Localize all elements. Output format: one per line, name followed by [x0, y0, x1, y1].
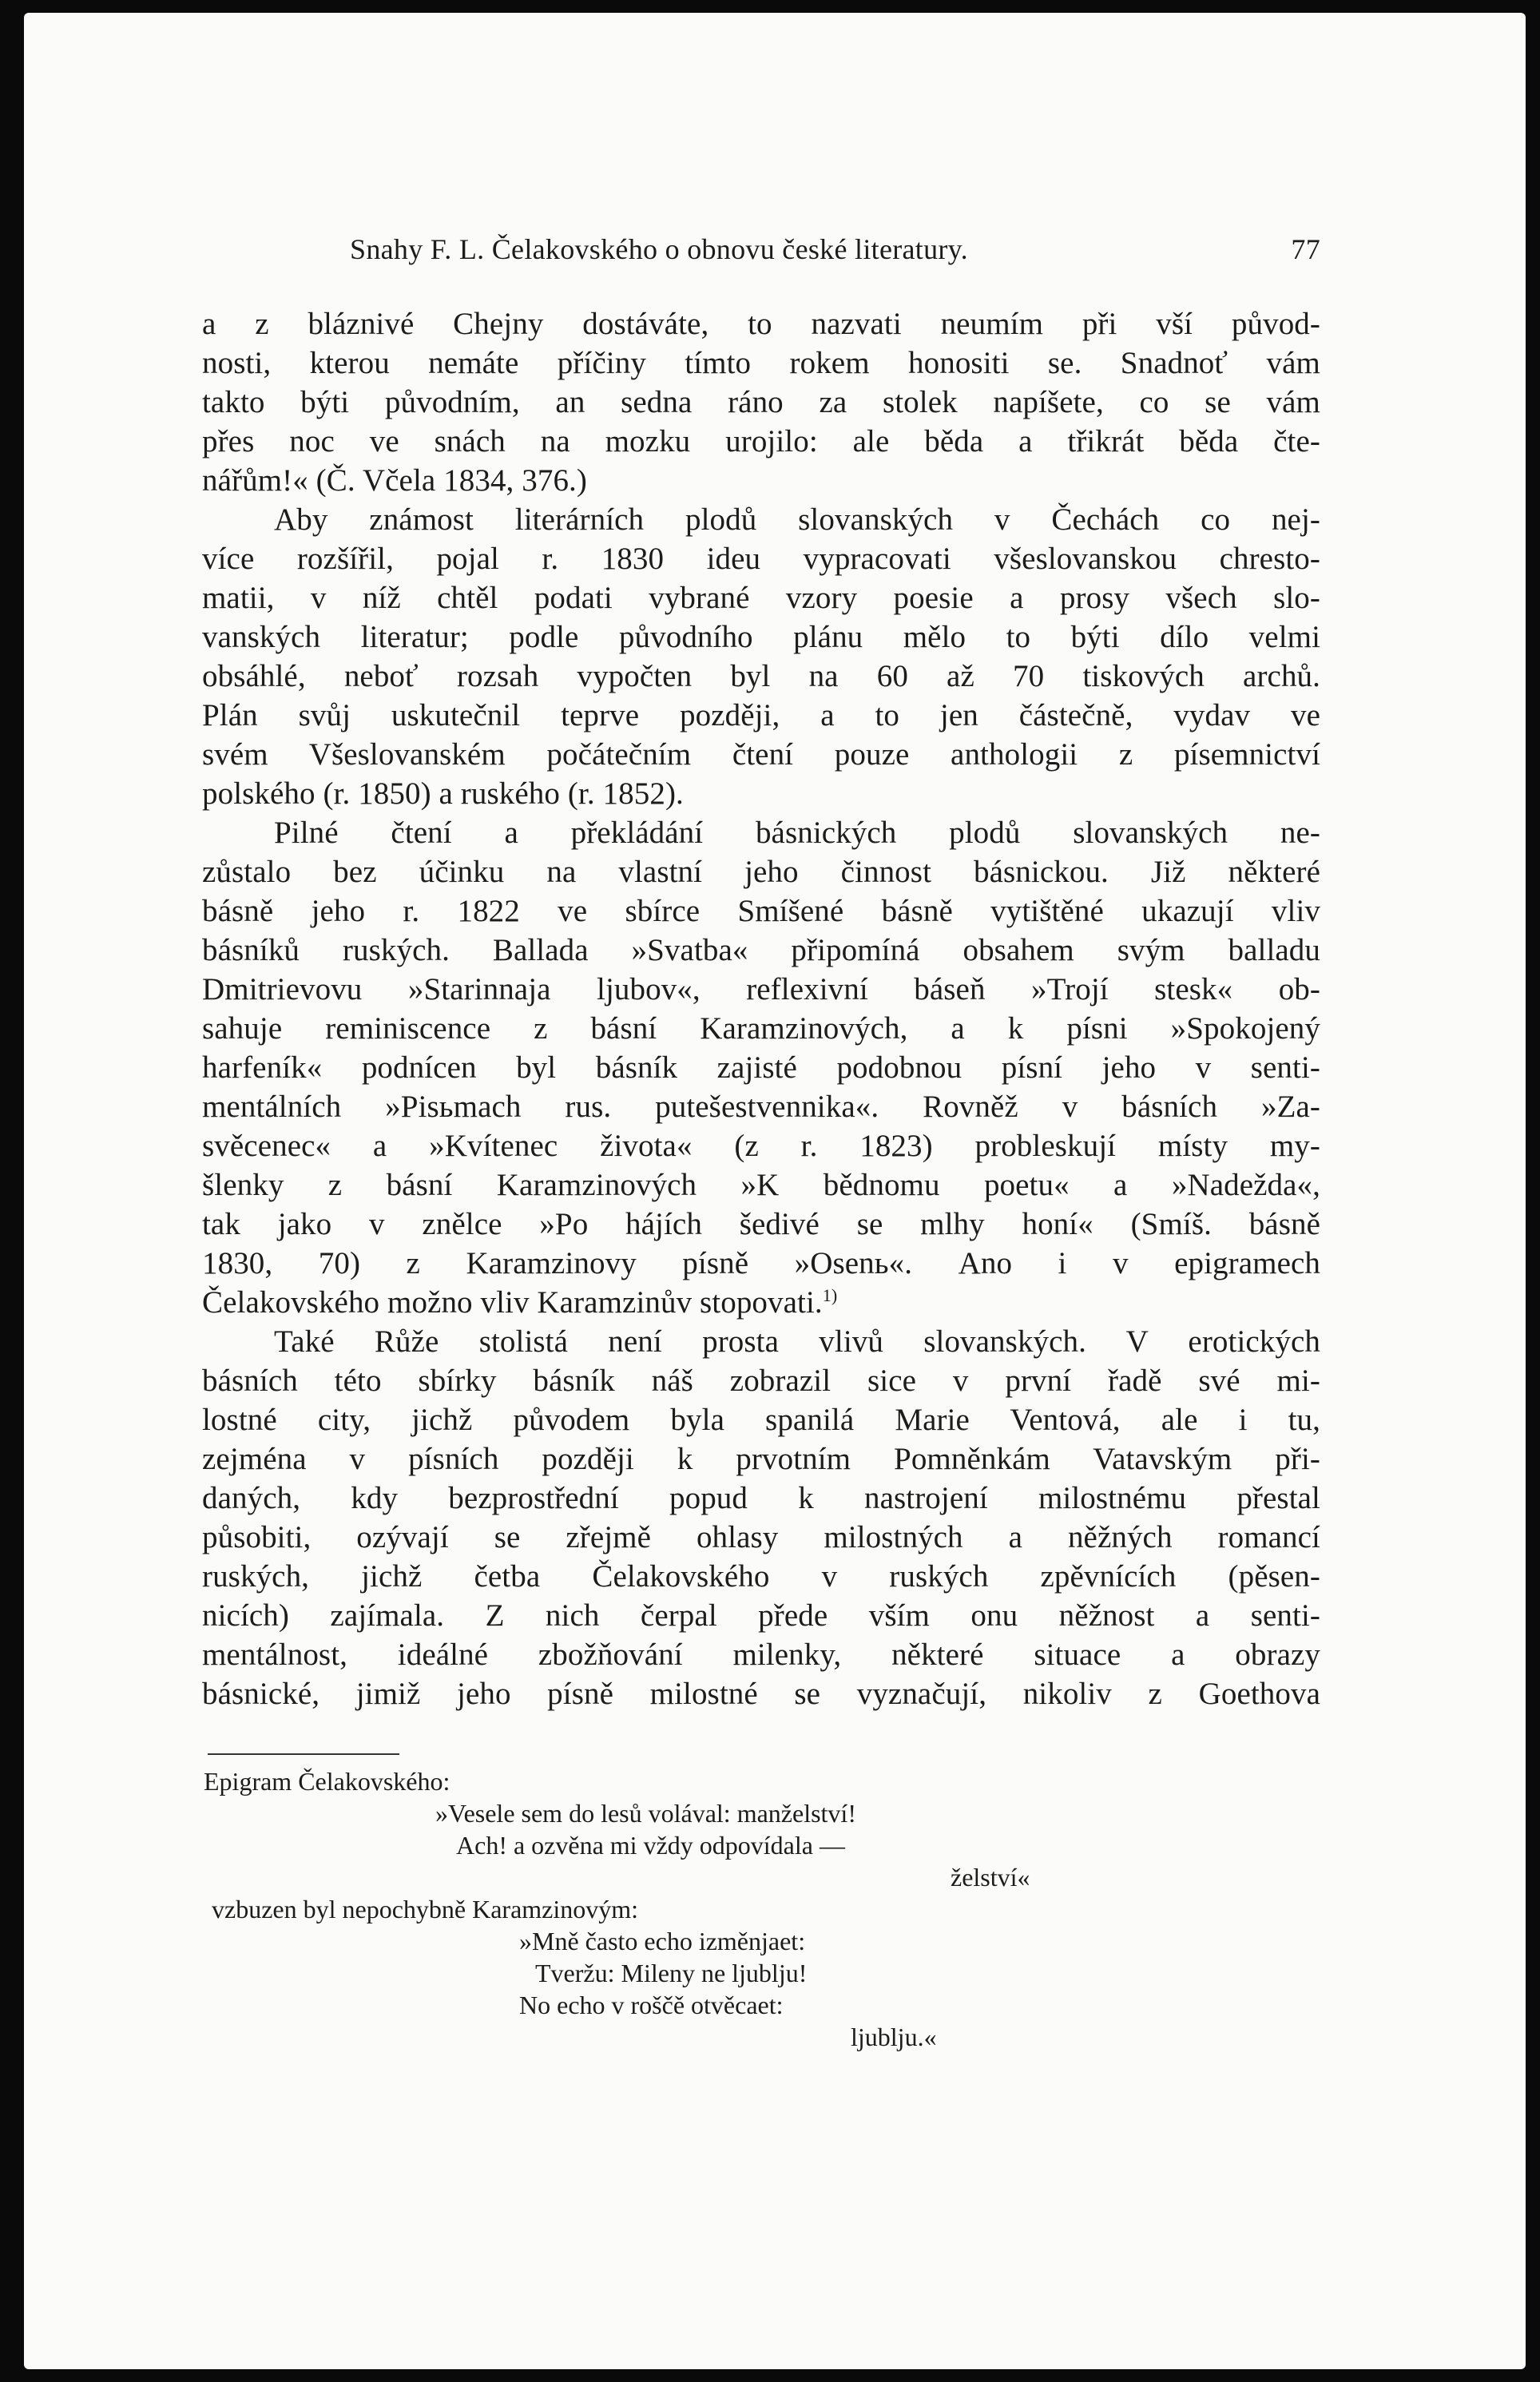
text-line: šlenky z básní Karamzinových »K bědnomu poetu« a »Nadežda«, — [202, 1168, 1320, 1202]
footnote-text: No echo v roščě otvěcaet: — [519, 1991, 784, 2019]
text-line: nosti, kterou nemáte příčiny tímto rokem honositi se. Snadnoť vám — [202, 346, 1320, 380]
footnote-text: »Vesele sem do lesů volával: manželství! — [435, 1799, 856, 1828]
text-line: sahuje reminiscence z básní Karamzinových, a k písni »Spokojený — [202, 1011, 1320, 1046]
text-line: polského (r. 1850) a ruského (r. 1852). — [202, 776, 684, 811]
footnote-text: ljublju.« — [851, 2023, 937, 2051]
footnote-text: »Mně často echo izměnjaet: — [519, 1927, 806, 1955]
text-line: básníků ruských. Ballada »Svatba« připomíná obsahem svým balladu — [202, 933, 1320, 967]
header-title: Snahy F. L. Čelakovského o obnovu české literatury. — [350, 233, 968, 265]
footnote-separator — [208, 1753, 399, 1755]
text-line: harfeník« podnícen byl básník zajisté podobnou písní jeho v senti- — [202, 1050, 1320, 1085]
text-line: mentálnost, ideálné zbožňování milenky, některé situace a obrazy — [202, 1638, 1320, 1672]
text-line: Dmitrievovu »Starinnaja ljubov«, reflexivní báseň »Trojí stesk« ob- — [202, 972, 1320, 1006]
text-line: nářům!« (Č. Včela 1834, 376.) — [202, 463, 587, 498]
text-line: působiti, ozývají se zřejmě ohlasy milostných a něžných romancí — [202, 1520, 1320, 1554]
text-line: matii, v níž chtěl podati vybrané vzory poesie a prosy všech slo- — [202, 581, 1320, 615]
text-line: tak jako v znělce »Po hájích šedivé se mlhy honí« (Smíš. básně — [202, 1207, 1320, 1241]
text-line: Čelakovského možno vliv Karamzinův stopovati. — [202, 1285, 823, 1320]
footnotes — [204, 1765, 1162, 2053]
text-line: vanských literatur; podle původního plánu mělo to býti dílo velmi — [202, 620, 1320, 654]
footnote-text: Epigram Čelakovského: — [204, 1767, 450, 1796]
footnote-text: Ach! a ozvěna mi vždy odpovídala — — [456, 1831, 845, 1860]
text-line: básnické, jimiž jeho písně milostné se vyznačují, nikoliv z Goethova — [202, 1677, 1320, 1711]
text-line: takto býti původním, an sedna ráno za stolek napíšete, co se vám — [202, 385, 1320, 419]
text-line: nicích) zajímala. Z nich čerpal přede vším onu něžnost a senti- — [202, 1598, 1320, 1633]
footnote-marker: 1) — [822, 1285, 838, 1305]
text-line: více rozšířil, pojal r. 1830 ideu vypracovati všeslovanskou chresto- — [202, 542, 1320, 576]
text-line: zůstalo bez účinku na vlastní jeho činnost básnickou. Již některé — [202, 855, 1320, 889]
text-line: básně jeho r. 1822 ve sbírce Smíšené básně vytištěné ukazují vliv — [202, 894, 1320, 928]
footnote-text: želství« — [951, 1863, 1030, 1892]
main-text — [202, 304, 1320, 1713]
text-line: svém Všeslovanském počátečním čtení pouze anthologii z písemnictví — [202, 737, 1320, 772]
text-line: zejména v písních později k prvotním Pomněnkám Vatavským při- — [202, 1442, 1320, 1476]
footnote-text: vzbuzen byl nepochybně Karamzinovým: — [212, 1895, 639, 1923]
text-line: obsáhlé, neboť rozsah vypočten byl na 60 až 70 tiskových archů. — [202, 659, 1320, 693]
text-line: 1830, 70) z Karamzinovy písně »Osenь«. Ano i v epigramech — [202, 1246, 1320, 1280]
text-line: Plán svůj uskutečnil teprve později, a to jen částečně, vydav ve — [202, 698, 1320, 732]
text-line: svěcenec« a »Kvítenec života« (z r. 1823) probleskují místy my- — [202, 1129, 1320, 1163]
text-line: lostné city, jichž původem byla spanilá Marie Ventová, ale i tu, — [202, 1403, 1320, 1437]
text-line: a z bláznivé Chejny dostáváte, to nazvati neumím při vší původ- — [202, 307, 1320, 341]
text-line: Pilné čtení a překládání básnických plodů slovanských ne- — [274, 816, 1320, 850]
text-line: přes noc ve snách na mozku urojilo: ale běda a třikrát běda čte- — [202, 424, 1320, 459]
text-line: básních této sbírky básník náš zobrazil sice v první řadě své mi- — [202, 1364, 1320, 1398]
text-line: mentálních »Pisьmach rus. putešestvennika«. Rovněž v básních »Za- — [202, 1090, 1320, 1124]
text-line: ruských, jichž četba Čelakovského v ruských zpěvnících (pěsen- — [202, 1559, 1320, 1594]
page-number: 77 — [1291, 233, 1320, 265]
running-header — [350, 232, 1320, 277]
text-line-with-footnote — [202, 1283, 1320, 1322]
footnote-text: Tveržu: Mileny ne ljublju! — [535, 1959, 808, 1987]
text-line: daných, kdy bezprostřední popud k nastrojení milostnému přestal — [202, 1481, 1320, 1515]
text-line: Aby známost literárních plodů slovanských v Čechách co nej- — [274, 502, 1320, 537]
text-line: Také Růže stolistá není prosta vlivů slovanských. V erotických — [274, 1324, 1320, 1359]
